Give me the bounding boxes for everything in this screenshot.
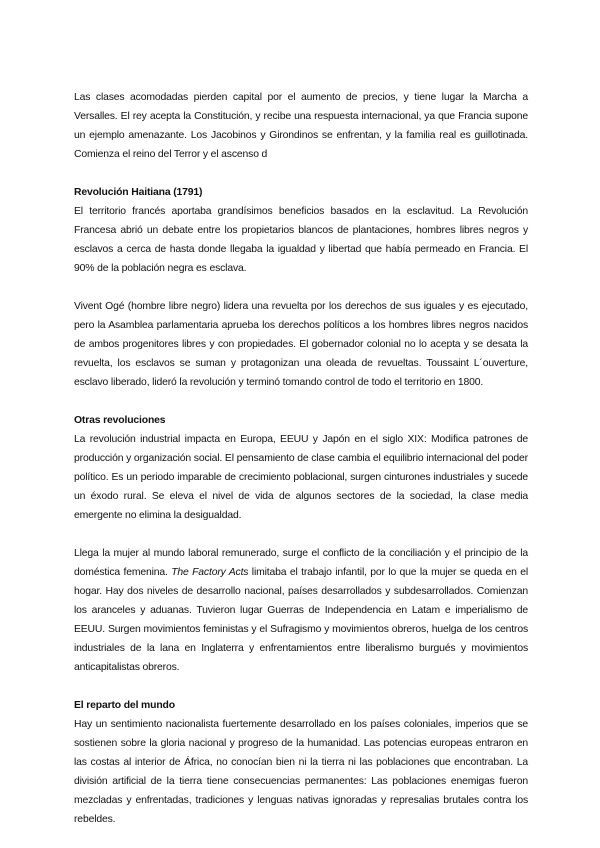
factory-acts-title: The Factory Acts — [171, 567, 249, 578]
paragraph-intro: Las clases acomodadas pierden capital por el aumento de precios, y tiene lugar la Marcha a Versalles. El rey acepta la Constitución, y recibe una respuesta internacional, ya que Francia supone un ejemplo amenazante. Los Jacobinos y Girondinos se enfrentan, y la familia real es guillotinada. Comienza el reino del Terror y el ascenso d — [74, 92, 528, 160]
document-page — [74, 88, 528, 848]
paragraph-haiti-1: El territorio francés aportaba grandísimos beneficios basados en la esclavitud. La Revolución Francesa abrió un debate entre los propietarios blancos de plantaciones, hombres libres negros y esclavos a cerca de hasta donde llegaba la igualdad y libertad que había permeado en Francia. El 90% de la población negra es esclava. — [74, 206, 528, 274]
paragraph-otras-2 — [74, 544, 528, 677]
heading-otras-revoluciones: Otras revoluciones — [74, 415, 166, 426]
paragraph-otras-2-end: limitaba el trabajo infantil, por lo que la mujer se queda en el hogar. Hay dos niveles de desarrollo nacional, países desarrollados y subdesarrollados. Comienzan los aranceles y aduanas. Tuvieron lugar Guerras de Independencia en Latam e imperialismo de EEUU. Surgen movimientos feministas y el Sufragismo y movimientos obreros, huelga de los centros industriales de la lana en Inglaterra y enfrentamientos entre liberalismo burgués y movimientos anticapitalistas obreros. — [74, 567, 528, 673]
paragraph-otras-1: La revolución industrial impacta en Europa, EEUU y Japón en el siglo XIX: Modifica patrones de producción y organización social. El pensamiento de clase cambia el equilibrio internacional del poder político. Es un periodo imparable de crecimiento poblacional, surgen cinturones industriales y sucede un éxodo rural. Se eleva el nivel de vida de algunos sectores de la sociedad, la clase media emergente no elimina la desigualdad. — [74, 434, 528, 521]
heading-reparto-del-mundo: El reparto del mundo — [74, 700, 175, 711]
paragraph-otras-2-start: Llega la mujer al mundo laboral remunerado, surge el conflicto de la conciliación y el principio de la doméstica femenina. — [74, 548, 528, 578]
paragraph-reparto-1: Hay un sentimiento nacionalista fuertemente desarrollado en los países coloniales, imperios que se sostienen sobre la gloria nacional y progreso de la humanidad. Las potencias europeas entraron en las costas al interior de África, no conocían bien ni la tierra ni las poblaciones que encontraban. La división artificial de la tierra tiene consecuencias permanentes: Las poblaciones enemigas fueron mezcladas y enfrentadas, tradiciones y lenguas nativas ignoradas y represalias brutales contra los rebeldes. — [74, 719, 528, 825]
heading-revolucion-haitiana: Revolución Haitiana (1791) — [74, 187, 203, 198]
paragraph-haiti-2: Vivent Ogé (hombre libre negro) lidera una revuelta por los derechos de sus iguales y es ejecutado, pero la Asamblea parlamentaria aprueba los derechos políticos a los hombres libres negros nacidos de ambos progenitores libres y con propiedades. El gobernador colonial no lo acepta y se desata la revuelta, los esclavos se suman y protagonizan una oleada de revueltas. Toussaint L´ouverture, esclavo liberado, lideró la revolución y terminó tomando control de todo el territorio en 1800. — [74, 301, 528, 388]
